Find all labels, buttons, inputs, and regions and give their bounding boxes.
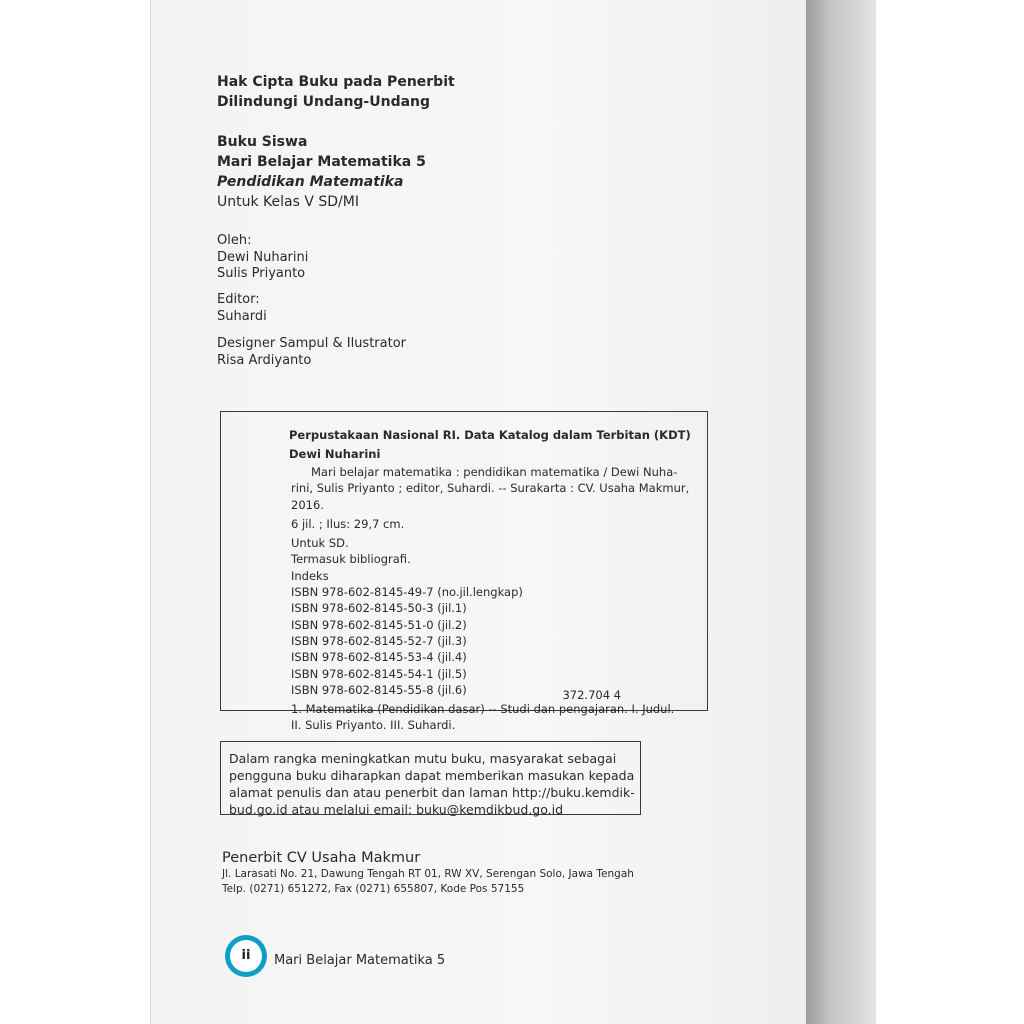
book-gutter-shadow — [806, 0, 876, 1024]
feedback-notice-box — [220, 741, 641, 815]
catalog-subject-line: II. Sulis Priyanto. III. Suhardi. — [291, 718, 456, 733]
catalog-isbn: ISBN 978-602-8145-55-8 (jil.6) — [291, 682, 467, 697]
scan-background-right — [876, 0, 1024, 1024]
designer-block — [217, 336, 406, 369]
editor-label: Editor: — [217, 292, 260, 307]
publisher-block — [222, 849, 634, 897]
catalog-note: Termasuk bibliografi. — [291, 552, 411, 567]
catalog-description-line: 2016. — [291, 497, 324, 512]
book-title: Mari Belajar Matematika 5 — [217, 154, 426, 170]
publisher-name: Penerbit CV Usaha Makmur — [222, 850, 421, 866]
catalog-author: Dewi Nuharini — [289, 447, 381, 461]
publisher-address: Jl. Larasati No. 21, Dawung Tengah RT 01, RW XV, Serengan Solo, Jawa Tengah — [222, 868, 634, 880]
authors-block — [217, 233, 308, 283]
book-subtitle: Pendidikan Matematika — [217, 174, 404, 190]
designer-name: Risa Ardiyanto — [217, 352, 312, 368]
copyright-line-2: Dilindungi Undang-Undang — [217, 94, 431, 110]
designer-label: Designer Sampul & Ilustrator — [217, 336, 407, 351]
catalog-subject-line: 1. Matematika (Pendidikan dasar) -- Studi dan pengajaran. I. Judul. — [291, 702, 675, 717]
notice-line: pengguna buku diharapkan dapat memberikan masukan kepada — [229, 768, 635, 783]
copyright-notice — [217, 72, 455, 112]
notice-line: Dalam rangka meningkatkan mutu buku, masyarakat sebagai — [229, 751, 617, 766]
page-number: ii — [230, 940, 262, 972]
catalog-description-line: rini, Sulis Priyanto ; editor, Suhardi. -- Surakarta : CV. Usaha Makmur, — [291, 481, 690, 496]
authors-label: Oleh: — [217, 233, 252, 248]
catalog-note: Untuk SD. — [291, 536, 349, 551]
author-name: Dewi Nuharini — [217, 249, 309, 265]
catalog-isbn: ISBN 978-602-8145-52-7 (jil.3) — [291, 633, 467, 648]
author-name: Sulis Priyanto — [217, 266, 306, 281]
copyright-line-1: Hak Cipta Buku pada Penerbit — [217, 74, 455, 90]
editor-name: Suhardi — [217, 308, 267, 324]
scan-background-left — [0, 0, 150, 1024]
page-number-badge — [225, 935, 267, 977]
catalog-heading: Perpustakaan Nasional RI. Data Katalog dalam Terbitan (KDT) — [289, 428, 691, 442]
editor-block — [217, 292, 267, 325]
book-info — [217, 132, 426, 212]
catalog-note: Indeks — [291, 568, 329, 583]
notice-line: alamat penulis dan atau penerbit dan laman http://buku.kemdik- — [229, 785, 635, 800]
catalog-call-number: 372.704 4 — [562, 688, 621, 702]
notice-line: bud.go.id atau melalui email: buku@kemdikbud.go.id — [229, 802, 564, 817]
book-type: Buku Siswa — [217, 134, 308, 150]
running-title: Mari Belajar Matematika 5 — [274, 953, 446, 968]
catalog-description-line: Mari belajar matematika : pendidikan matematika / Dewi Nuha- — [311, 465, 678, 479]
book-grade: Untuk Kelas V SD/MI — [217, 194, 359, 210]
catalog-isbn: ISBN 978-602-8145-53-4 (jil.4) — [291, 650, 467, 665]
publisher-contact: Telp. (0271) 651272, Fax (0271) 655807, Kode Pos 57155 — [222, 883, 525, 895]
catalog-data-box — [220, 411, 708, 733]
catalog-isbn: ISBN 978-602-8145-49-7 (no.jil.lengkap) — [291, 585, 523, 600]
catalog-isbn: ISBN 978-602-8145-54-1 (jil.5) — [291, 666, 467, 681]
catalog-isbn: ISBN 978-602-8145-50-3 (jil.1) — [291, 601, 467, 616]
catalog-isbn: ISBN 978-602-8145-51-0 (jil.2) — [291, 617, 467, 632]
catalog-physical: 6 jil. ; Ilus: 29,7 cm. — [291, 516, 405, 531]
